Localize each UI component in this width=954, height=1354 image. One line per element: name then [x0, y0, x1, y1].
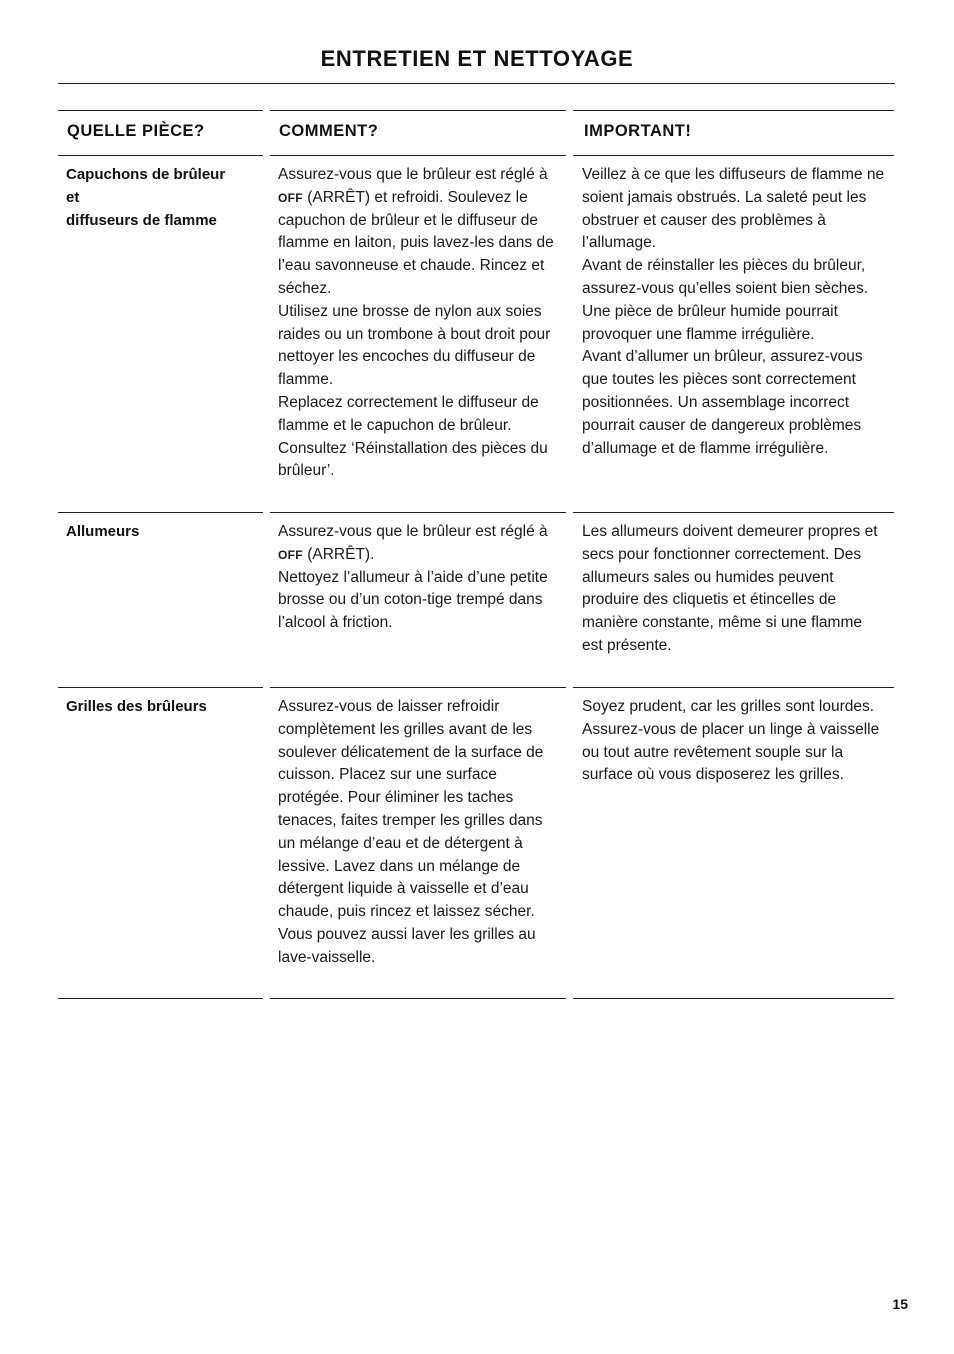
important-cell	[573, 688, 894, 999]
how-paragraph: Nettoyez l’allumeur à l’aide d’une petite brosse ou d’un coton-tige trempé dans l’alcool à friction.	[278, 568, 548, 632]
how-text: (ARRÊT) et refroidi. Soulevez le capuchon de brûleur et le diffuseur de flamme en laiton, puis lavez-les dans de l’eau savonneuse et chaude. Rincez et séchez.	[278, 188, 554, 297]
how-text: Assurez-vous que le brûleur est réglé à	[278, 523, 548, 540]
how-paragraph	[278, 521, 562, 567]
table-row	[58, 156, 894, 513]
how-paragraph: Assurez-vous de laisser refroidir complètement les grilles avant de les soulever délicatement de la surface de cuisson. Placez sur une surface protégée. Pour éliminer les taches tenaces, faites tremper les grilles dans un mélange d’eau et de détergent à lessive. Lavez dans un mélange de détergent liquide à vaisselle et d’eau chaude, puis rincez et laissez sécher. Vous pouvez aussi laver les grilles au lave-vaisselle.	[278, 698, 544, 966]
important-cell	[573, 156, 894, 513]
maintenance-table	[58, 110, 894, 999]
column-header-how: COMMENT?	[270, 110, 566, 156]
title-divider	[58, 83, 895, 84]
how-text: (ARRÊT).	[302, 545, 375, 563]
important-paragraph: Assurez-vous de placer un linge à vaisselle ou tout autre revêtement souple sur la surface où vous disposerez les grilles.	[582, 720, 880, 784]
important-paragraph: Les allumeurs doivent demeurer propres et secs pour fonctionner correctement. Des allumeurs sales ou humides peuvent produire des cliquetis et étincelles de manière constante, même si une flamme est présente.	[582, 523, 878, 654]
off-setting-label: OFF	[278, 547, 303, 562]
how-cell	[270, 688, 566, 999]
how-paragraph	[278, 164, 562, 301]
part-name-line: Grilles des brûleurs	[66, 698, 207, 715]
part-name-cell	[58, 688, 263, 999]
part-name-line: Capuchons de brûleur	[66, 166, 226, 183]
important-paragraph: Avant de réinstaller les pièces du brûleur, assurez-vous qu’elles soient bien sèches. Une pièce de brûleur humide pourrait provoquer une flamme irrégulière.	[582, 257, 869, 343]
table-row	[58, 688, 894, 999]
how-cell	[270, 156, 566, 513]
off-setting-label: OFF	[278, 190, 303, 205]
page-title: ENTRETIEN ET NETTOYAGE	[320, 46, 634, 71]
how-paragraph: Utilisez une brosse de nylon aux soies raides ou un trombone à bout droit pour nettoyer les encoches du diffuseur de flamme.	[278, 302, 551, 389]
part-name-line: et	[66, 188, 80, 206]
important-paragraph: Avant d’allumer un brûleur, assurez-vous que toutes les pièces sont correctement positionnées. Un assemblage incorrect pourrait causer de dangereux problèmes d’allumage et de flamme irrégulière.	[582, 348, 863, 457]
important-paragraph: Soyez prudent, car les grilles sont lourdes.	[582, 698, 875, 715]
part-name-line: Allumeurs	[66, 523, 140, 540]
how-paragraph: Replacez correctement le diffuseur de flamme et le capuchon de brûleur. Consultez ‘Réinstallation des pièces du brûleur’.	[278, 393, 548, 480]
table-header-row	[58, 110, 894, 156]
table-row	[58, 513, 894, 688]
column-header-part: QUELLE PIÈCE?	[58, 110, 263, 156]
part-name-cell	[58, 156, 263, 513]
page-number: 15	[892, 1296, 908, 1312]
column-header-important: IMPORTANT!	[573, 110, 894, 156]
part-name-line: diffuseurs de flamme	[66, 211, 217, 229]
how-cell	[270, 513, 566, 688]
part-name-cell	[58, 513, 263, 688]
how-text: Assurez-vous que le brûleur est réglé à	[278, 166, 548, 183]
important-paragraph: Veillez à ce que les diffuseurs de flamme ne soient jamais obstrués. La saleté peut les obstruer et causer des problèmes à l’allumage.	[582, 166, 885, 252]
important-cell	[573, 513, 894, 688]
